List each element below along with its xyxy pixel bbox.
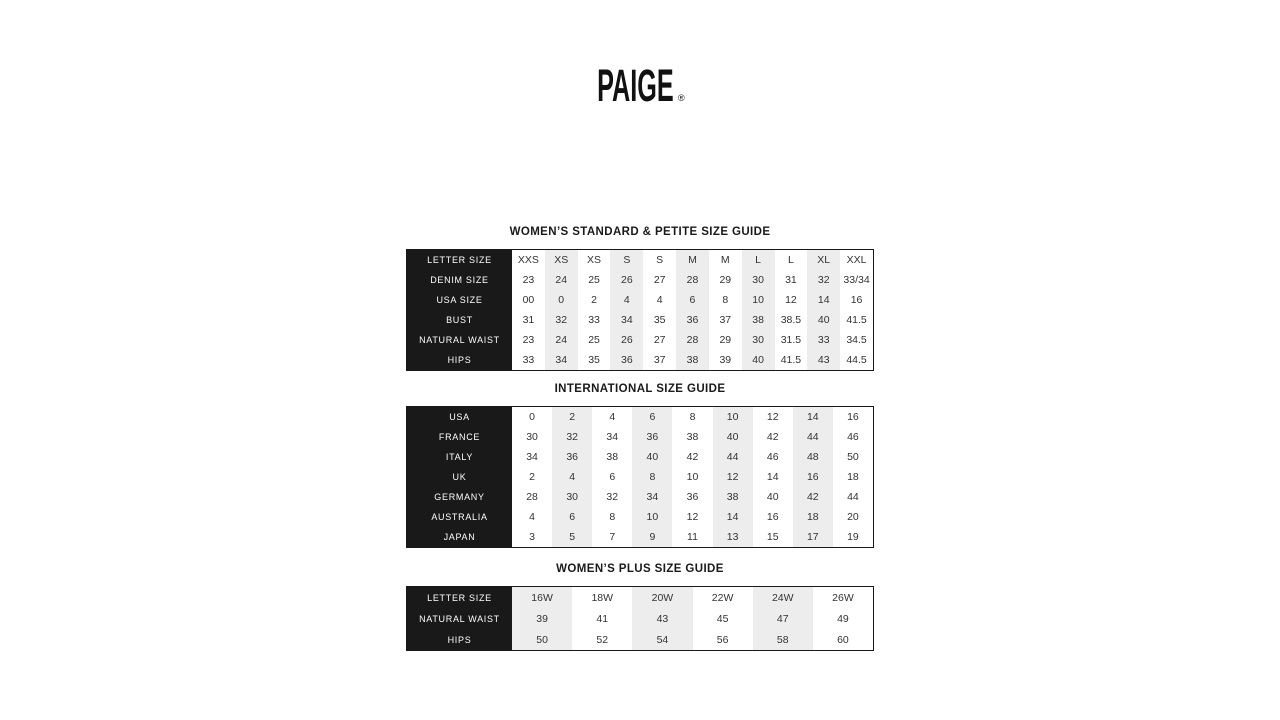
- size-cell: 4: [529, 511, 535, 523]
- size-cell: 34.5: [846, 334, 867, 346]
- size-cell: 8: [609, 511, 616, 523]
- size-cell: 24: [545, 270, 578, 290]
- size-cell: 33: [588, 314, 600, 326]
- size-cell: 34: [545, 350, 578, 370]
- size-cell: 32: [545, 310, 578, 330]
- size-cell: 36: [686, 491, 699, 503]
- table-row: [407, 587, 873, 608]
- size-cell: 24W: [753, 587, 813, 608]
- row-label: BUST: [407, 310, 512, 330]
- size-cell: 6: [632, 407, 672, 427]
- size-cell: 6: [552, 507, 592, 527]
- table-row: [407, 447, 873, 467]
- size-cell: 37: [653, 354, 666, 366]
- size-cell: 16: [793, 467, 833, 487]
- size-cell: 49: [837, 612, 849, 625]
- size-cell: 41.5: [780, 354, 802, 366]
- size-cell: 12: [785, 294, 797, 306]
- size-cell: 27: [653, 274, 666, 286]
- table-row: [407, 629, 873, 650]
- size-cell: 32: [606, 491, 619, 503]
- table-row: [407, 467, 873, 487]
- size-cell: 38: [606, 451, 619, 463]
- size-cell: 28: [676, 330, 709, 350]
- size-cell: 3: [529, 531, 535, 543]
- table-title: INTERNATIONAL SIZE GUIDE: [554, 383, 726, 395]
- size-cell: 2: [529, 471, 535, 483]
- size-cell: 38: [742, 310, 775, 330]
- size-guide-section: [406, 225, 874, 371]
- size-cell: 13: [713, 527, 753, 547]
- size-cell: 29: [719, 334, 732, 346]
- size-cell: 31.5: [780, 334, 802, 346]
- size-cell: 8: [722, 294, 729, 306]
- size-cell: 30: [742, 330, 775, 350]
- size-cell: 41: [596, 612, 609, 625]
- size-cell: 32: [552, 427, 592, 447]
- size-cell: 25: [588, 334, 600, 346]
- size-cell: 7: [609, 531, 616, 543]
- brand-logo: [595, 60, 685, 111]
- size-cell: 18W: [591, 591, 614, 604]
- table-row: [407, 507, 873, 527]
- size-cell: 46: [847, 431, 859, 443]
- size-cell: 46: [766, 451, 779, 463]
- size-cell: 12: [766, 411, 779, 423]
- size-cell: 43: [807, 350, 840, 370]
- size-cell: 2: [591, 294, 597, 306]
- size-cell: 40: [807, 310, 840, 330]
- size-cell: 17: [793, 527, 833, 547]
- size-cell: 8: [632, 467, 672, 487]
- size-cell: 19: [847, 531, 859, 543]
- size-cell: 18: [847, 471, 859, 483]
- size-cell: 40: [713, 427, 753, 447]
- size-cell: 52: [596, 633, 609, 646]
- table-row: [407, 527, 873, 547]
- size-cell: 4: [610, 290, 643, 310]
- size-cell: 16: [850, 294, 863, 306]
- size-cell: 23: [522, 274, 535, 286]
- size-cell: 35: [588, 354, 600, 366]
- table-title: WOMEN’S PLUS SIZE GUIDE: [556, 563, 724, 575]
- row-label: UK: [407, 467, 512, 487]
- size-cell: 42: [793, 487, 833, 507]
- size-cell: 42: [766, 431, 779, 443]
- size-cell: 30: [526, 431, 538, 443]
- size-cell: 8: [689, 411, 696, 423]
- size-cell: 54: [632, 629, 692, 650]
- table-row: [407, 250, 873, 270]
- size-cell: 30: [742, 270, 775, 290]
- size-cell: 40: [632, 447, 672, 467]
- size-cell: 12: [713, 467, 753, 487]
- size-cell: 12: [686, 511, 699, 523]
- size-cell: 58: [753, 629, 813, 650]
- size-table: [406, 586, 874, 651]
- size-cell: 4: [552, 467, 592, 487]
- size-cell: 44: [793, 427, 833, 447]
- row-label: NATURAL WAIST: [407, 330, 512, 350]
- size-cell: 48: [793, 447, 833, 467]
- size-cell: 24: [545, 330, 578, 350]
- size-cell: 36: [676, 310, 709, 330]
- size-cell: 10: [686, 471, 699, 483]
- size-table: [406, 249, 874, 371]
- size-cell: 00: [522, 294, 535, 306]
- row-label: USA: [407, 407, 512, 427]
- registered-trademark-icon: ®: [678, 93, 685, 103]
- size-cell: 36: [632, 427, 672, 447]
- size-cell: 16: [847, 411, 859, 423]
- size-cell: 34: [610, 310, 643, 330]
- size-cell: 38: [713, 487, 753, 507]
- size-cell: S: [656, 254, 664, 266]
- size-cell: 37: [719, 314, 732, 326]
- table-row: [407, 608, 873, 629]
- size-cell: 35: [653, 314, 666, 326]
- size-cell: 31: [522, 314, 535, 326]
- brand-logo-text: PAIGE: [597, 60, 674, 111]
- size-cell: 45: [716, 612, 729, 625]
- size-cell: 47: [753, 608, 813, 629]
- row-label: LETTER SIZE: [407, 587, 512, 608]
- size-cell: S: [610, 250, 643, 270]
- size-guide-section: [406, 562, 874, 651]
- size-cell: 0: [529, 411, 535, 423]
- size-cell: XL: [807, 250, 840, 270]
- table-row: [407, 487, 873, 507]
- row-label: FRANCE: [407, 427, 512, 447]
- size-cell: XS: [587, 254, 602, 266]
- size-cell: 33/34: [843, 274, 870, 286]
- size-guide-section: [406, 382, 874, 548]
- size-cell: 14: [793, 407, 833, 427]
- size-cell: 10: [632, 507, 672, 527]
- size-cell: M: [720, 254, 730, 266]
- row-label: HIPS: [407, 629, 512, 650]
- size-cell: 29: [719, 274, 732, 286]
- size-cell: XS: [545, 250, 578, 270]
- size-cell: 22W: [711, 591, 734, 604]
- size-cell: 50: [847, 451, 859, 463]
- size-cell: XXS: [517, 254, 539, 266]
- size-cell: 32: [807, 270, 840, 290]
- size-cell: 28: [676, 270, 709, 290]
- size-table: [406, 406, 874, 548]
- size-cell: 56: [716, 633, 729, 646]
- size-cell: 40: [742, 350, 775, 370]
- size-cell: 26: [610, 330, 643, 350]
- size-cell: 20: [847, 511, 859, 523]
- row-label: JAPAN: [407, 527, 512, 547]
- row-label: DENIM SIZE: [407, 270, 512, 290]
- row-label: AUSTRALIA: [407, 507, 512, 527]
- size-cell: 14: [713, 507, 753, 527]
- size-cell: 15: [766, 531, 779, 543]
- size-cell: 44: [847, 491, 859, 503]
- size-cell: 38.5: [780, 314, 802, 326]
- size-cell: 43: [632, 608, 692, 629]
- size-cell: 31: [785, 274, 797, 286]
- table-row: [407, 330, 873, 350]
- size-cell: M: [676, 250, 709, 270]
- size-cell: 44: [713, 447, 753, 467]
- size-cell: 2: [552, 407, 592, 427]
- size-guides-container: [406, 104, 874, 651]
- size-cell: L: [742, 250, 775, 270]
- size-cell: 20W: [632, 587, 692, 608]
- size-cell: 44.5: [846, 354, 867, 366]
- size-cell: 10: [742, 290, 775, 310]
- size-cell: 38: [676, 350, 709, 370]
- size-cell: 36: [552, 447, 592, 467]
- size-cell: 14: [766, 471, 779, 483]
- size-cell: 50: [512, 629, 572, 650]
- table-row: [407, 290, 873, 310]
- size-cell: 34: [606, 431, 619, 443]
- size-cell: 34: [526, 451, 538, 463]
- size-cell: 40: [766, 491, 779, 503]
- size-cell: 16: [766, 511, 779, 523]
- size-cell: 26: [610, 270, 643, 290]
- size-cell: 28: [526, 491, 538, 503]
- size-cell: 36: [610, 350, 643, 370]
- size-cell: 0: [545, 290, 578, 310]
- size-cell: 25: [588, 274, 600, 286]
- size-cell: 16W: [512, 587, 572, 608]
- size-cell: 10: [713, 407, 753, 427]
- size-cell: 6: [676, 290, 709, 310]
- size-cell: 38: [686, 431, 699, 443]
- size-cell: L: [787, 254, 794, 266]
- row-label: NATURAL WAIST: [407, 608, 512, 629]
- table-title: WOMEN’S STANDARD & PETITE SIZE GUIDE: [509, 226, 771, 238]
- table-row: [407, 350, 873, 370]
- size-cell: XXL: [846, 254, 867, 266]
- row-label: LETTER SIZE: [407, 250, 512, 270]
- size-cell: 34: [632, 487, 672, 507]
- size-cell: 30: [552, 487, 592, 507]
- size-cell: 9: [632, 527, 672, 547]
- row-label: ITALY: [407, 447, 512, 467]
- size-cell: 33: [522, 354, 535, 366]
- size-cell: 39: [719, 354, 732, 366]
- size-cell: 39: [512, 608, 572, 629]
- row-label: HIPS: [407, 350, 512, 370]
- size-cell: 6: [609, 471, 616, 483]
- size-cell: 27: [653, 334, 666, 346]
- size-cell: 23: [522, 334, 535, 346]
- size-cell: 33: [807, 330, 840, 350]
- table-row: [407, 407, 873, 427]
- row-label: USA SIZE: [407, 290, 512, 310]
- size-cell: 60: [837, 633, 849, 646]
- size-cell: 26W: [832, 591, 854, 604]
- size-cell: 4: [609, 411, 616, 423]
- table-row: [407, 310, 873, 330]
- size-cell: 42: [686, 451, 699, 463]
- size-cell: 11: [687, 531, 698, 543]
- row-label: GERMANY: [407, 487, 512, 507]
- size-cell: 18: [793, 507, 833, 527]
- size-cell: 4: [656, 294, 663, 306]
- size-cell: 14: [807, 290, 840, 310]
- size-cell: 5: [552, 527, 592, 547]
- table-row: [407, 270, 873, 290]
- table-row: [407, 427, 873, 447]
- size-cell: 41.5: [846, 314, 867, 326]
